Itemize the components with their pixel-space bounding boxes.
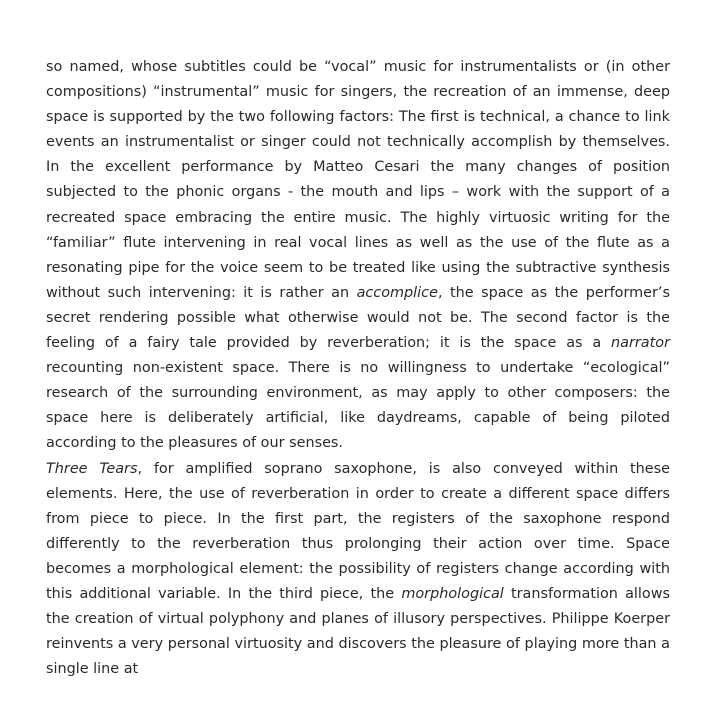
emphasis-accomplice: accomplice: [356, 284, 438, 301]
paragraph-vocal-instrumental: [46, 55, 670, 457]
work-title-three-tears: Three Tears: [46, 460, 138, 477]
text-run: , the space as the performer’s secret rendering possible what otherwise would not be. The second factor is the feeling of a fairy tale provided by reverberation; it is the space as a: [46, 284, 670, 352]
emphasis-morphological: morphological: [401, 585, 504, 602]
emphasis-narrator: narrator: [611, 335, 670, 352]
text-run: transformation allows the creation of virtual polyphony and planes of illusory perspectives. Philippe Koerper reinvents a very personal virtuosity and discovers the pleasure of playing more than a single line at: [46, 585, 671, 678]
text-run: so named, whose subtitles could be “vocal” music for instrumentalists or (in other compositions) “instrumental” music for singers, the recreation of an immense, deep space is supported by the two following factors: The first is technical, a chance to link events an instrumentalist or singer could not technically accomplish by themselves. In the excellent performance by Matteo Cesari the many changes of position subjected to the phonic organs - the mouth and lips – work with the support of a recreated space embracing the entire music. The highly virtuosic writing for the “familiar” flute intervening in real vocal lines as well as the use of the flute as a resonating pipe for the voice seem to be treated like using the subtractive synthesis without such intervening: it is rather an: [46, 59, 670, 301]
text-run: , for amplified soprano saxophone, is also conveyed within these elements. Here, the use of reverberation in order to create a different space differs from piece to piece. In the first part, the registers of the saxophone respond differently to the reverberation thus prolonging their action over time. Space becomes a morphological element: the possibility of registers change according with this additional variable. In the third piece, the: [46, 460, 670, 602]
paragraph-three-tears: [46, 457, 670, 683]
document-page: [46, 55, 670, 682]
text-run: recounting non-existent space. There is no willingness to undertake “ecological” research of the surrounding environment, as may apply to other composers: the space here is deliberately artificial, like daydreams, capable of being piloted according to the pleasures of our senses.: [46, 360, 670, 452]
